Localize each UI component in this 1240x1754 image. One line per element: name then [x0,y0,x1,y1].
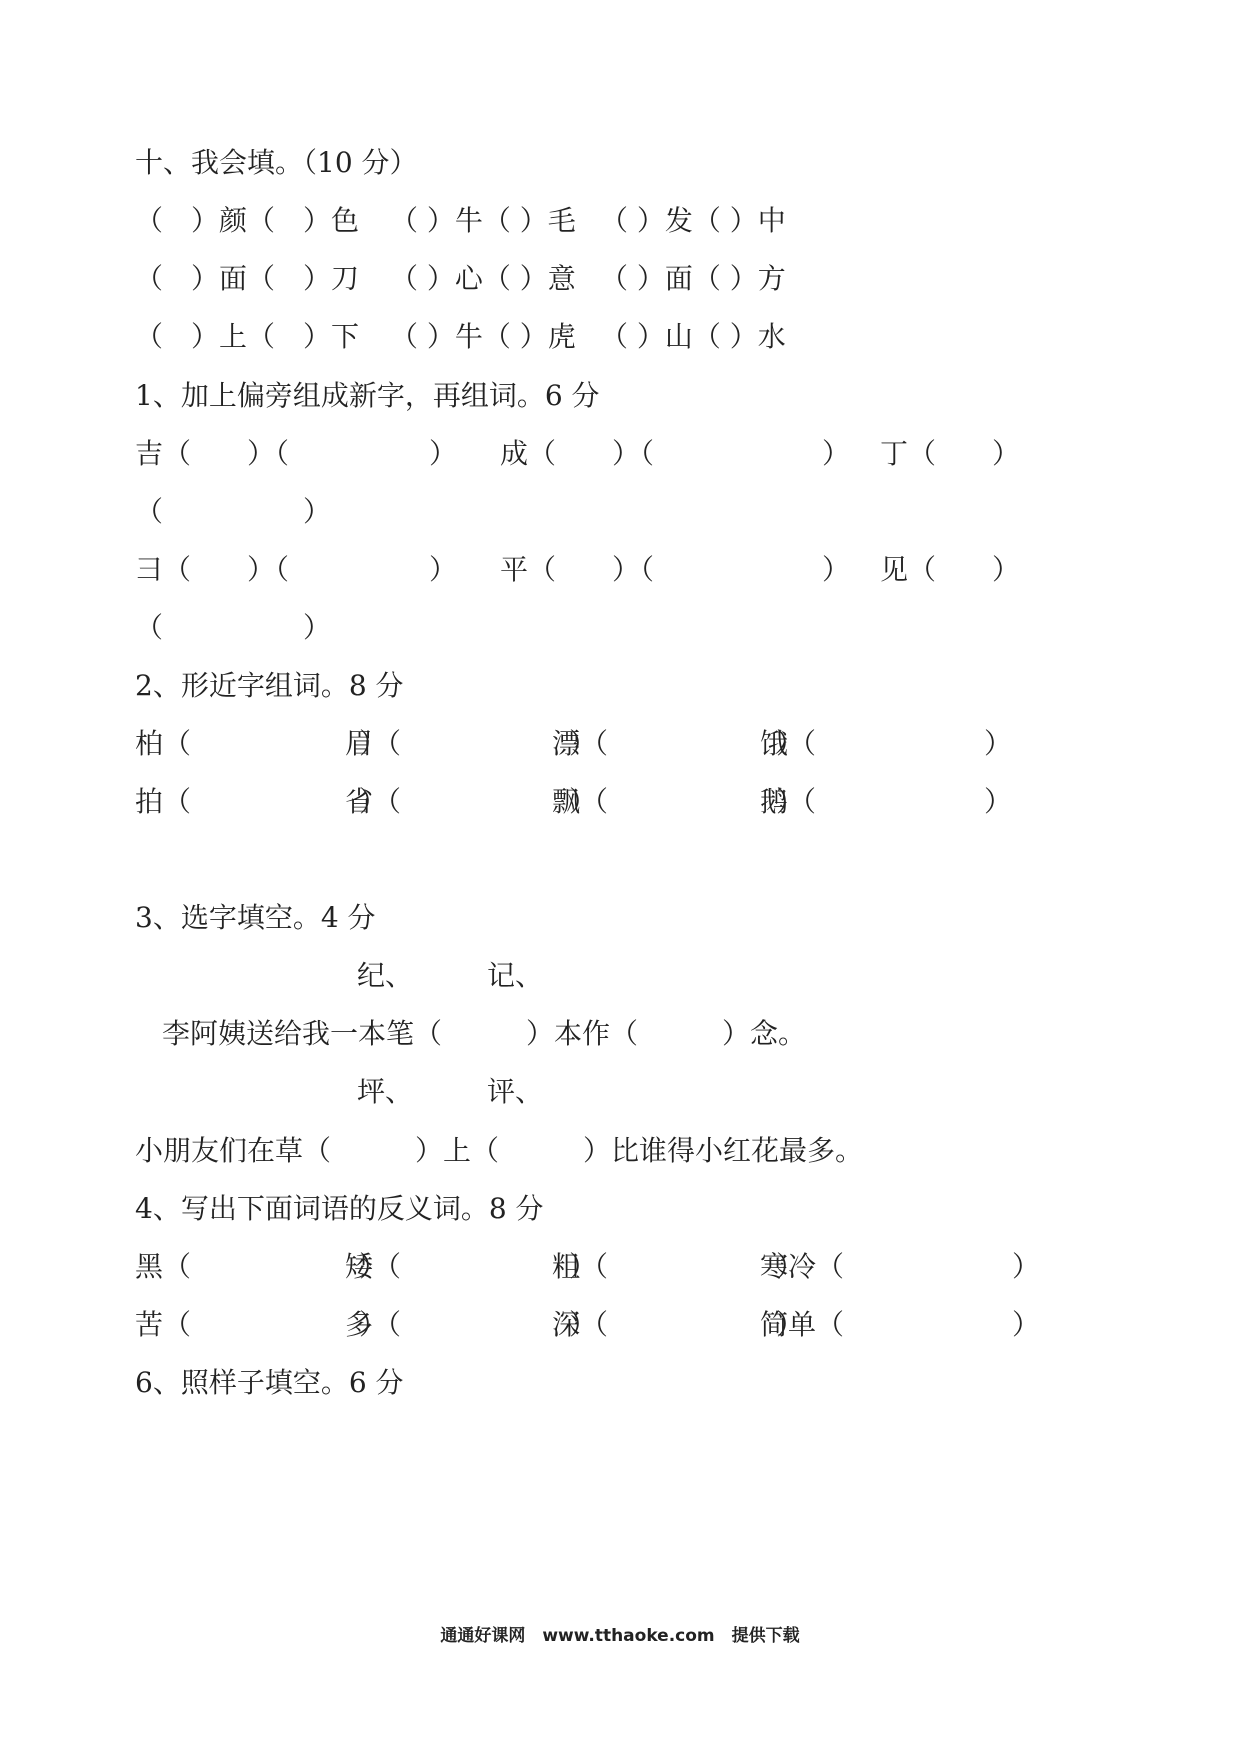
antonym-blank: 多（ ） [345,1308,598,1341]
q3-title-row [0,895,1240,941]
idiom-blank: （ ）牛（ ）毛 [390,204,576,237]
idiom-blank: （ ）颜（ ）色 [135,204,360,237]
q2-row [0,779,1240,825]
q4-row [0,1302,1240,1348]
choice-char: 纪、 [357,959,414,992]
q2-title-row [0,663,1240,709]
radical-blank: 成（ ）（ ） [500,437,851,470]
choice-char: 记、 [487,959,544,992]
idiom-blank: （ ）心（ ）意 [390,262,576,295]
q2-row [0,721,1240,767]
antonym-blank: 矮（ ） [345,1250,598,1283]
question-title: 6、照样子填空。6 分 [135,1366,404,1399]
char-blank: 饿（ ） [760,727,1013,760]
antonym-blank: 深（ ） [552,1308,805,1341]
idiom-row [0,198,1240,244]
char-blank: 柏（ ） [135,727,388,760]
q3-choices-row [0,953,1240,999]
q1-wrap-row [0,605,1240,651]
idiom-blank: （ ）面（ ）方 [600,262,786,295]
radical-blank: 平（ ）（ ） [500,553,851,586]
q3-sentence-row [0,1128,1240,1174]
char-blank: 漂（ ） [552,727,805,760]
q4-row [0,1244,1240,1290]
q3-sentence-row [0,1011,1240,1057]
radical-blank: 丁（ ） [880,437,1021,470]
footer-credit: 通通好课网 www.tthaoke.com 提供下载 [440,1626,800,1646]
section-ten-title [0,140,1240,186]
q6-title-row [0,1360,1240,1406]
fill-sentence: 李阿姨送给我一本笔（ ）本作（ ）念。 [162,1017,807,1050]
fill-sentence: 小朋友们在草（ ）上（ ）比谁得小红花最多。 [135,1134,864,1167]
choice-char: 坪、 [357,1075,414,1108]
antonym-blank: 黑（ ） [135,1250,388,1283]
radical-blank: 吉（ ）（ ） [135,437,458,470]
radical-blank: 见（ ） [880,553,1021,586]
q4-title-row [0,1186,1240,1232]
question-title: 1、加上偏旁组成新字，再组词。6 分 [135,379,600,412]
idiom-blank: （ ）上（ ）下 [135,320,360,353]
char-blank: 眉（ ） [345,727,598,760]
antonym-blank: 苦（ ） [135,1308,388,1341]
idiom-blank: （ ）山（ ）水 [600,320,786,353]
q1-row [0,547,1240,593]
radical-blank: 彐（ ）（ ） [135,553,458,586]
word-blank: （ ） [135,611,332,644]
idiom-blank: （ ）面（ ）刀 [135,262,360,295]
idiom-row [0,256,1240,302]
q3-choices-row [0,1069,1240,1115]
antonym-blank: 简单（ ） [760,1308,1041,1341]
antonym-blank: 粗（ ） [552,1250,805,1283]
char-blank: 鹅（ ） [760,785,1013,818]
choice-char: 评、 [487,1075,544,1108]
idiom-blank: （ ）牛（ ）虎 [390,320,576,353]
word-blank: （ ） [135,495,332,528]
idiom-row [0,314,1240,360]
antonym-blank: 寒冷（ ） [760,1250,1041,1283]
question-title: 4、写出下面词语的反义词。8 分 [135,1192,544,1225]
idiom-blank: （ ）发（ ）中 [600,204,786,237]
question-title: 3、选字填空。4 分 [135,901,376,934]
char-blank: 省（ ） [345,785,598,818]
question-title: 2、形近字组词。8 分 [135,669,404,702]
char-blank: 飘（ ） [552,785,805,818]
section-title: 十、我会填。（10 分） [135,146,418,179]
char-blank: 拍（ ） [135,785,388,818]
q1-row [0,431,1240,477]
q1-wrap-row [0,489,1240,535]
q1-title-row [0,373,1240,419]
